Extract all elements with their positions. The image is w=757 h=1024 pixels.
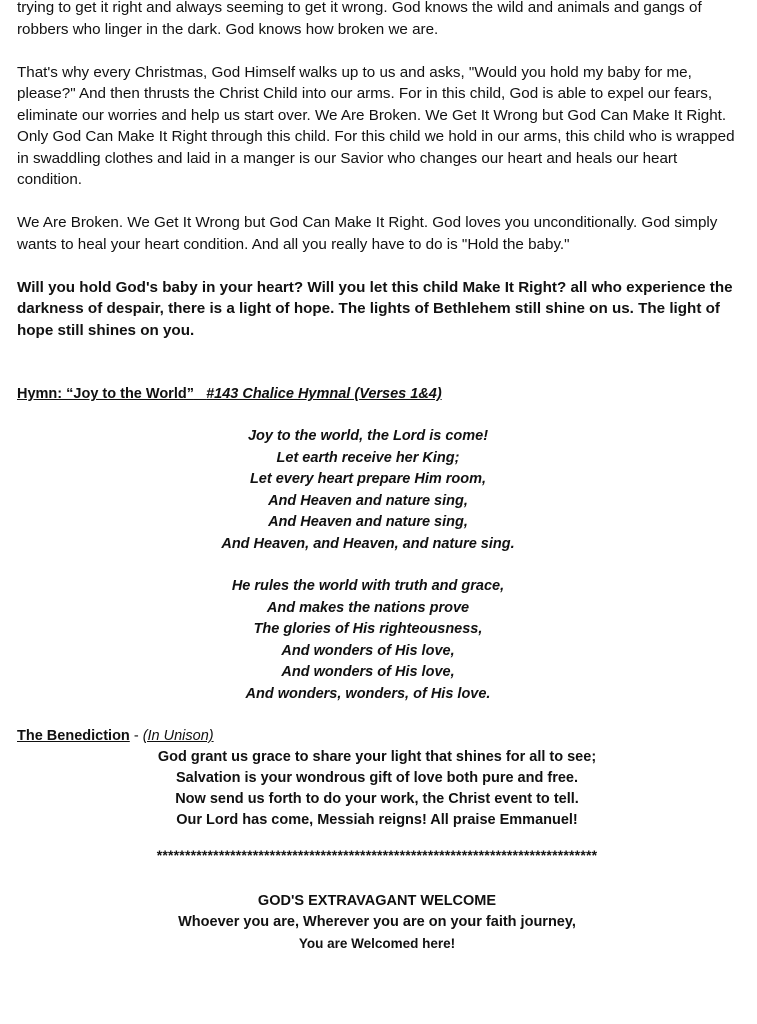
spacer	[17, 555, 737, 576]
verse-line: And wonders of His love,	[281, 664, 455, 680]
spacer	[17, 191, 737, 213]
spacer	[17, 705, 737, 726]
verse-line: Joy to the world, the Lord is come!	[247, 428, 489, 444]
asterisk-divider: ******************************************************************************	[156, 847, 598, 863]
hymn-reference: #143 Chalice Hymnal (Verses 1&4)	[206, 386, 442, 402]
welcome-line-2: You are Welcomed here!	[298, 936, 456, 951]
spacer	[17, 255, 737, 277]
benediction-separator: -	[129, 728, 143, 744]
sermon-paragraph-4: Will you hold God's baby in your heart? Will you let this child Make It Right? all who experience the darkness of despair, there is a light of hope. The lights of Bethlehem still shine on us. The light of hope still shines on you.	[17, 278, 733, 339]
spacer	[17, 40, 737, 62]
benediction-note: (In Unison)	[142, 728, 214, 744]
spacer	[17, 341, 737, 384]
verse-line: And wonders, wonders, of His love.	[245, 685, 491, 702]
hymn-verse-1	[17, 426, 737, 555]
verse-line: And Heaven, and Heaven, and nature sing.	[221, 535, 515, 552]
spacer	[17, 405, 737, 426]
benediction-line: Our Lord has come, Messiah reigns! All praise Emmanuel!	[176, 812, 578, 828]
verse-line: And Heaven and nature sing,	[268, 514, 468, 530]
benediction-line: Salvation is your wondrous gift of love both pure and free.	[175, 770, 578, 786]
hymn-heading	[17, 384, 737, 405]
benediction-line: Now send us forth to do your work, the Christ event to tell.	[175, 791, 579, 807]
hymn-verse-2	[17, 576, 737, 705]
verse-line: And Heaven and nature sing,	[268, 492, 468, 509]
verse-line: The glories of His righteousness,	[253, 621, 483, 637]
spacer	[17, 831, 737, 847]
verse-line: Let every heart prepare Him room,	[249, 471, 487, 487]
verse-line: And makes the nations prove	[266, 599, 470, 616]
sermon-paragraph-2: That's why every Christmas, God Himself walks up to us and asks, "Would you hold my baby for me, please?" And then thrusts the Christ Child into our arms. For in this child, God is able to expel our fears, eliminate our worries and help us start over. We Are Broken. We Get It Wrong but God Can Make It Right. Only God Can Make It Right through this child. For this child we hold in our arms, this child who is wrapped in swaddling clothes and laid in a manger is our Savior who changes our heart and heals our heart condition.	[17, 63, 735, 188]
benediction-heading	[17, 726, 737, 747]
verse-line: And wonders of His love,	[281, 642, 455, 659]
welcome-title: GOD'S EXTRAVAGANT WELCOME	[257, 893, 497, 909]
benediction-title: The Benediction	[17, 728, 130, 744]
spacer	[17, 863, 737, 891]
sermon-paragraph-1: trying to get it right and always seeming to get it wrong. God knows the wild and animals and gangs of robbers who linger in the dark. God knows how broken we are.	[17, 0, 702, 38]
verse-line: He rules the world with truth and grace,	[231, 578, 505, 594]
welcome-section	[17, 891, 737, 954]
hymn-title: Hymn: “Joy to the World”	[17, 386, 194, 402]
benediction-line: God grant us grace to share your light that shines for all to see;	[157, 749, 597, 765]
verse-line: Let earth receive her King;	[276, 449, 460, 466]
sermon-paragraph-3: We Are Broken. We Get It Wrong but God Can Make It Right. God loves you unconditionally. God simply wants to heal your heart condition. And all you really have to do is "Hold the baby."	[17, 214, 718, 253]
benediction-text	[17, 747, 737, 831]
welcome-line-1: Whoever you are, Wherever you are on your faith journey,	[178, 914, 576, 930]
